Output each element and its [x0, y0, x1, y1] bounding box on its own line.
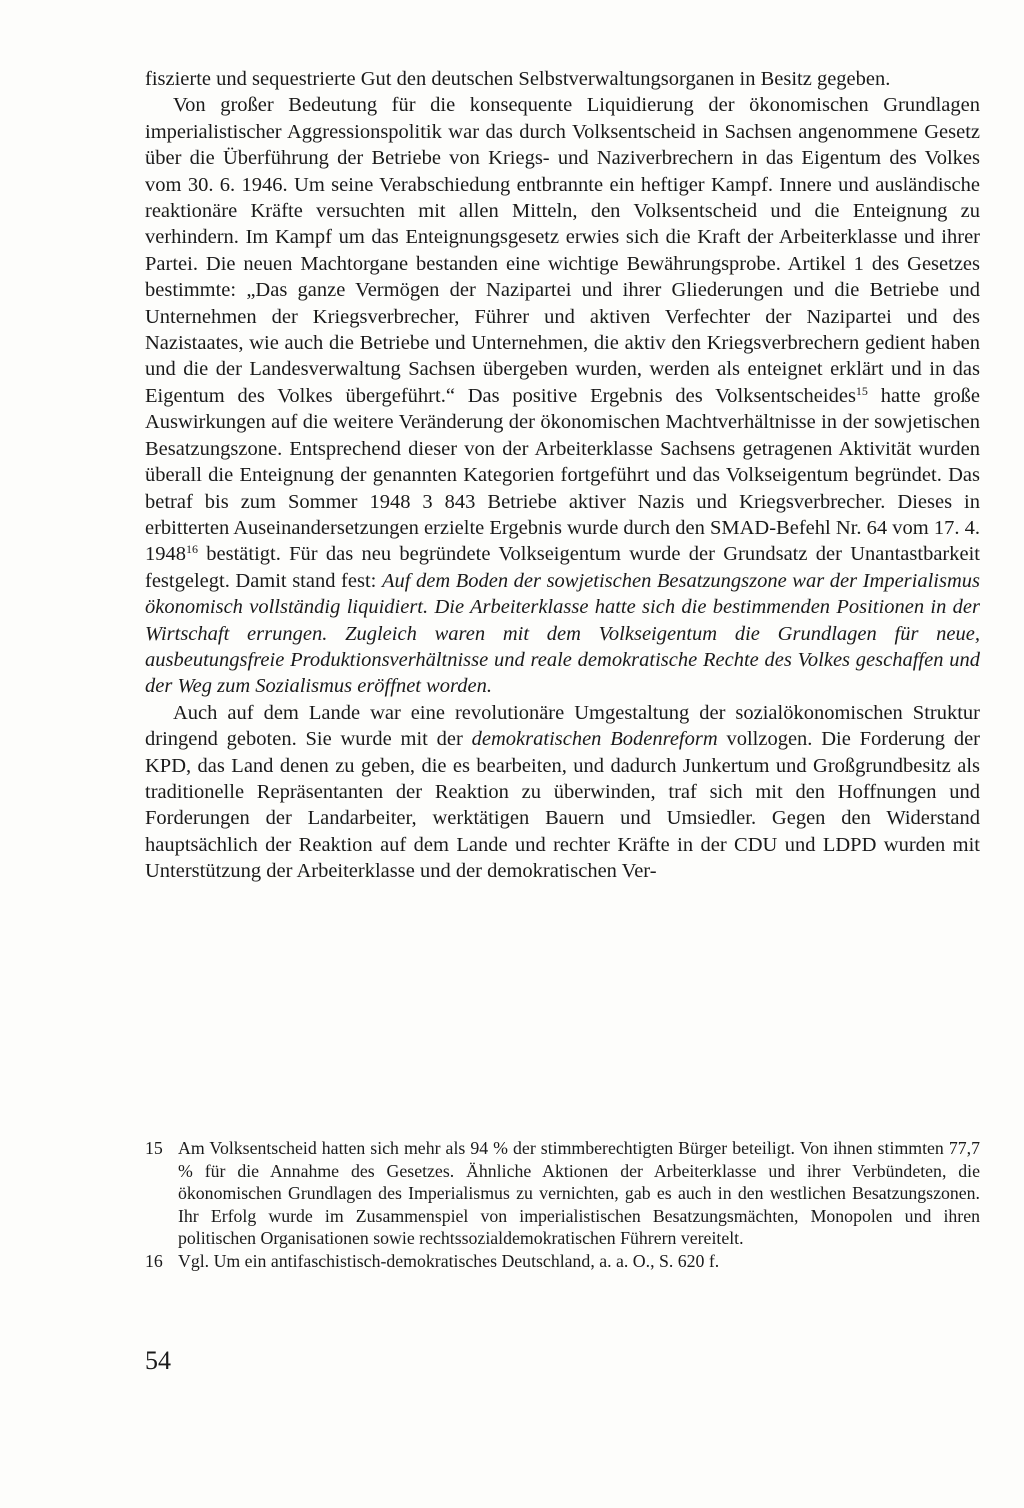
page-number: 54 — [145, 1346, 171, 1375]
footnote-number: 15 — [145, 1138, 163, 1158]
footnote-15 — [145, 1137, 980, 1250]
footnote-text: Vgl. Um ein antifaschistisch-demokratisches Deutschland, a. a. O., S. 620 f. — [178, 1250, 720, 1271]
footnote-reference-15: 15 — [855, 383, 868, 398]
paragraph-continuation — [145, 66, 980, 92]
italic-term: demokratischen Bodenreform — [471, 728, 718, 751]
main-text — [145, 66, 980, 885]
footnote-16 — [145, 1250, 980, 1273]
paragraph-land-reform — [145, 700, 980, 885]
text-segment: hatte große Auswirkungen auf die weitere Veränderung der ökonomischen Machtverhältnisse in der sowjetischen Besatzungszone. Entsprechend dieser von der Arbeiterklasse Sachsens getragenen Aktivität wurden überall die Enteignung der genannten Kategorien fortgeführt und das Volkseigentum begründet. Das betraf bis zum Sommer 1948 3 843 Betriebe aktiver Nazis und Kriegsverbrecher. Dieses in erbitterten Auseinandersetzungen erzielte Ergebnis wurde durch den SMAD-Befehl Nr. 64 vom 17. 4. 1948 — [145, 384, 981, 566]
text-segment: vollzogen. Die Forderung der KPD, das Land denen zu geben, die es bearbeiten, und dadurch Junkertum und Großgrundbesitz als traditionelle Repräsentanten der Reaktion zu überwinden, traf sich mit den Hoffnungen und Forderungen der Landarbeiter, werktätigen Bauern und Umsiedler. Gegen den Widerstand hauptsächlich der Reaktion auf dem Lande und rechter Kräfte in der CDU und LDPD wurden mit Unterstützung der Arbeiterklasse und der demokratischen Ver- — [145, 728, 980, 883]
text-segment: bestätigt. Für das neu begründete Volkseigentum wurde der Grundsatz der Unantastbarkeit festgelegt. Damit stand fest: — [145, 543, 980, 592]
text-segment: fiszierte und sequestrierte Gut den deutschen Selbstverwaltungsorganen in Besitz gegeben. — [145, 68, 891, 90]
footnote-reference-16: 16 — [186, 542, 198, 557]
footnote-number: 16 — [145, 1250, 163, 1271]
paragraph-expropriation-law — [145, 92, 980, 699]
text-segment: Von großer Bedeutung für die konsequente Liquidierung der ökonomischen Grundlagen imperialistischer Aggressionspolitik war das durch Volksentscheid in Sachsen angenommene Gesetz über die Überführung der Betriebe von Kriegs- und Naziverbrechern in das Eigentum des Volkes vom 30. 6. 1946. Um seine Verabschiedung entbrannte ein heftiger Kampf. Innere und ausländische reaktionäre Kräfte versuchten mit allen Mitteln, den Volksentscheid und die Enteignung zu verhindern. Im Kampf um das Enteignungsgesetz erwies sich die Kraft der Arbeiterklasse und ihrer Partei. Die neuen Machtorgane bestanden eine wichtige Bewährungsprobe. Artikel 1 des Gesetzes bestimmte: „Das ganze Vermögen der Nazipartei und ihrer Gliederungen und die Betriebe und Unternehmen der Kriegsverbrecher, Führer und aktiven Verfechter der Nazipartei und des Nazistaates, wie auch die Betriebe und Unternehmen, die aktiv den Kriegsverbrechern gedient haben und die der Landesverwaltung Sachsen übergeben wurden, werden als enteignet erklärt und in das Eigentum des Volkes übergeführt.“ Das positive Ergebnis des Volksentscheides — [145, 94, 980, 407]
footnote-text: Am Volksentscheid hatten sich mehr als 94 % der stimmberechtigten Bürger beteiligt. Von ihnen stimmten 77,7 % für die Annahme des Gesetzes. Ähnliche Aktionen der Arbeiterklasse und ihrer Verbündeten, die ökonomischen Grundlagen des Imperialismus zu vernichten, gab es auch in den westlichen Besatzungszonen. Ihr Erfolg wurde im Zusammenspiel von imperialistischen Besatzungsmächten, Monopolen und ihren politischen Organisationen sowie rechtssozialdemokratischen Führern vereitelt. — [178, 1138, 980, 1249]
footnotes — [145, 1137, 980, 1273]
italic-conclusion: Auf dem Boden der sowjetischen Besatzungszone war der Imperialismus ökonomisch vollständig liquidiert. Die Arbeiterklasse hatte sich die bestimmenden Positionen in der Wirtschaft errungen. Zugleich waren mit dem Volkseigentum die Grundlagen für neue, ausbeutungsfreie Produktionsverhältnisse und reale demokratische Rechte des Volkes geschaffen und der Weg zum Sozialismus eröffnet worden. — [145, 569, 980, 698]
text-segment: Auch auf dem Lande war eine revolutionäre Umgestaltung der sozialökonomischen Struktur dringend geboten. Sie wurde mit der — [145, 701, 980, 751]
